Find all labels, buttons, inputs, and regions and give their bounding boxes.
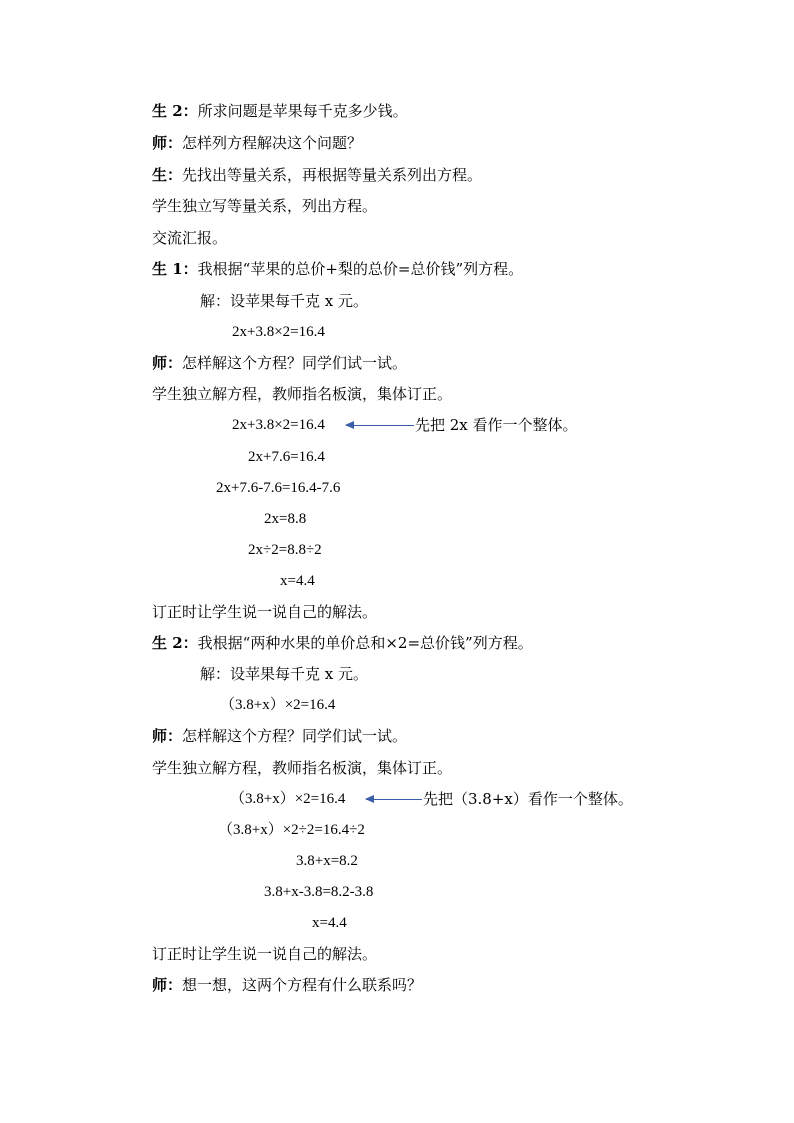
text-line: 师：怎样解这个方程？同学们试一试。 (152, 354, 408, 372)
equation-line: x=4.4 (280, 573, 315, 589)
speaker-label: 师： (152, 976, 183, 994)
text-line: 学生独立解方程，教师指名板演，集体订正。 (152, 759, 453, 777)
text-line: 生 2：我根据“两种水果的单价总和×2=总价钱”列方程。 (152, 634, 533, 652)
text-line: 交流汇报。 (152, 229, 228, 247)
text-line: 订正时让学生说一说自己的解法。 (152, 603, 378, 621)
annotation: 先把 2x 看作一个整体。 (415, 416, 578, 434)
left-arrow-icon (346, 425, 414, 426)
equation-line: 2x+3.8×2=16.4 (232, 324, 325, 340)
left-arrow-icon (366, 799, 422, 800)
text-line: 解：设苹果每千克 x 元。 (200, 292, 368, 310)
equation-line: 2x+7.6=16.4 (248, 449, 325, 465)
text-line: 学生独立解方程，教师指名板演，集体订正。 (152, 385, 453, 403)
equation-line: （3.8+x）×2=16.4 (230, 791, 346, 807)
equation-line: 2x+3.8×2=16.4 (232, 417, 325, 433)
text-line: 订正时让学生说一说自己的解法。 (152, 945, 378, 963)
annotation: 先把（3.8+x）看作一个整体。 (423, 790, 633, 808)
text-line: 学生独立写等量关系，列出方程。 (152, 197, 378, 215)
equation-line: （3.8+x）×2=16.4 (220, 697, 336, 713)
equation-line: （3.8+x）×2÷2=16.4÷2 (218, 822, 365, 838)
equation-line: 2x+7.6-7.6=16.4-7.6 (216, 480, 341, 496)
speaker-label: 生 2： (152, 102, 198, 120)
text-line: 师：怎样解这个方程？同学们试一试。 (152, 727, 408, 745)
text-line: 生：先找出等量关系，再根据等量关系列出方程。 (152, 166, 483, 184)
equation-line: 3.8+x=8.2 (296, 853, 358, 869)
equation-line: 2x=8.8 (264, 511, 307, 527)
speaker-label: 师： (152, 727, 183, 745)
text-line: 师：怎样列方程解决这个问题？ (152, 134, 363, 152)
speaker-label: 生 1： (152, 260, 198, 278)
speaker-label: 师： (152, 354, 183, 372)
equation-line: 2x÷2=8.8÷2 (248, 542, 322, 558)
speaker-label: 师： (152, 134, 183, 152)
speaker-label: 生 2： (152, 634, 198, 652)
text-line: 师：想一想，这两个方程有什么联系吗？ (152, 976, 423, 994)
text-line: 生 2：所求问题是苹果每千克多少钱。 (152, 102, 408, 120)
text-line: 解：设苹果每千克 x 元。 (200, 665, 368, 683)
speaker-label: 生： (152, 166, 183, 184)
equation-line: x=4.4 (312, 915, 347, 931)
text-line: 生 1：我根据“苹果的总价+梨的总价=总价钱”列方程。 (152, 260, 524, 278)
equation-line: 3.8+x-3.8=8.2-3.8 (264, 884, 374, 900)
